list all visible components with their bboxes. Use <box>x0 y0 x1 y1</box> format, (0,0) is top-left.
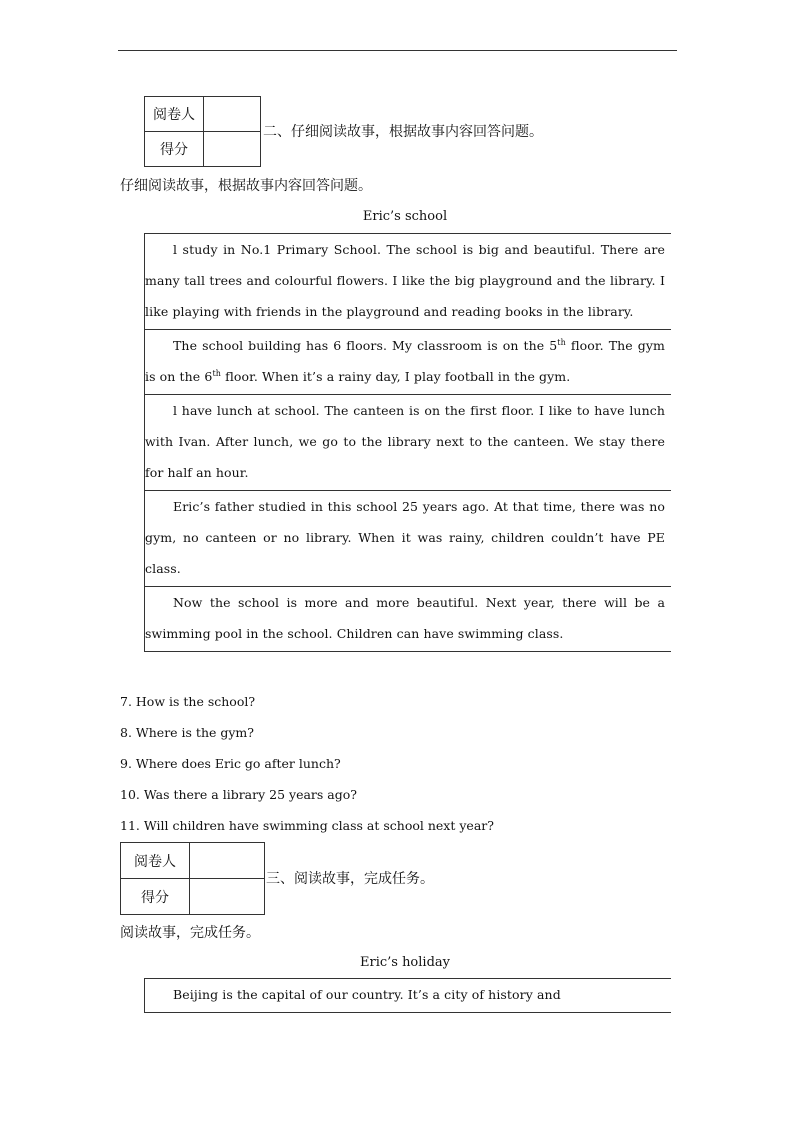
score-label: 得分 <box>145 132 204 167</box>
story-paragraph: Now the school is more and more beautiful. Next year, there will be a swimming pool in the school. Children can have swimming class. <box>145 595 665 641</box>
score-label: 得分 <box>121 879 190 915</box>
paragraph-text: floor. When it’s a rainy day, I play football in the gym. <box>221 369 571 384</box>
section-instruction: 仔细阅读故事，根据故事内容回答问题。 <box>120 178 372 194</box>
story-title: Eric’s holiday <box>359 955 450 970</box>
section-title: 二、仔细阅读故事，根据故事内容回答问题。 <box>263 124 543 140</box>
grader-label: 阅卷人 <box>121 843 190 879</box>
paragraph-text: floor. The gym is on the 6 <box>145 338 665 384</box>
story-paragraph: Beijing is the capital of our country. It’s a city of history and <box>173 987 561 1002</box>
question: 9. Where does Eric go after lunch? <box>120 756 341 771</box>
paragraph-text: The school building has 6 floors. My classroom is on the 5 <box>173 338 558 353</box>
header-rule <box>118 50 677 51</box>
ordinal-suffix: th <box>557 337 566 347</box>
section-instruction: 阅读故事，完成任务。 <box>120 925 260 941</box>
story-paragraph: l study in No.1 Primary School. The school is big and beautiful. There are many tall trees and colourful flowers. I like the big playground and the library. I like playing with friends in the playground and reading books in the library. <box>145 234 671 330</box>
story-box <box>144 978 671 1013</box>
score-table <box>120 842 265 915</box>
story-title: Eric’s school <box>362 209 448 224</box>
story-paragraph: Eric’s father studied in this school 25 years ago. At that time, there was no gym, no canteen or no library. When it was rainy, children couldn’t have PE class. <box>145 491 671 587</box>
section-title: 三、阅读故事，完成任务。 <box>266 871 434 887</box>
story-paragraph: l have lunch at school. The canteen is on the first floor. I like to have lunch with Ivan. After lunch, we go to the library next to the canteen. We stay there for half an hour. <box>145 395 671 491</box>
grader-cell <box>204 97 261 132</box>
grader-label: 阅卷人 <box>145 97 204 132</box>
question: 11. Will children have swimming class at school next year? <box>120 818 494 833</box>
score-table <box>144 96 261 167</box>
grader-cell <box>190 843 265 879</box>
score-cell <box>190 879 265 915</box>
story-paragraph <box>145 330 671 395</box>
story-box <box>144 233 671 652</box>
question: 7. How is the school? <box>120 694 256 709</box>
question: 8. Where is the gym? <box>120 725 254 740</box>
ordinal-suffix: th <box>212 368 222 378</box>
question: 10. Was there a library 25 years ago? <box>120 787 357 802</box>
score-cell <box>204 132 261 167</box>
